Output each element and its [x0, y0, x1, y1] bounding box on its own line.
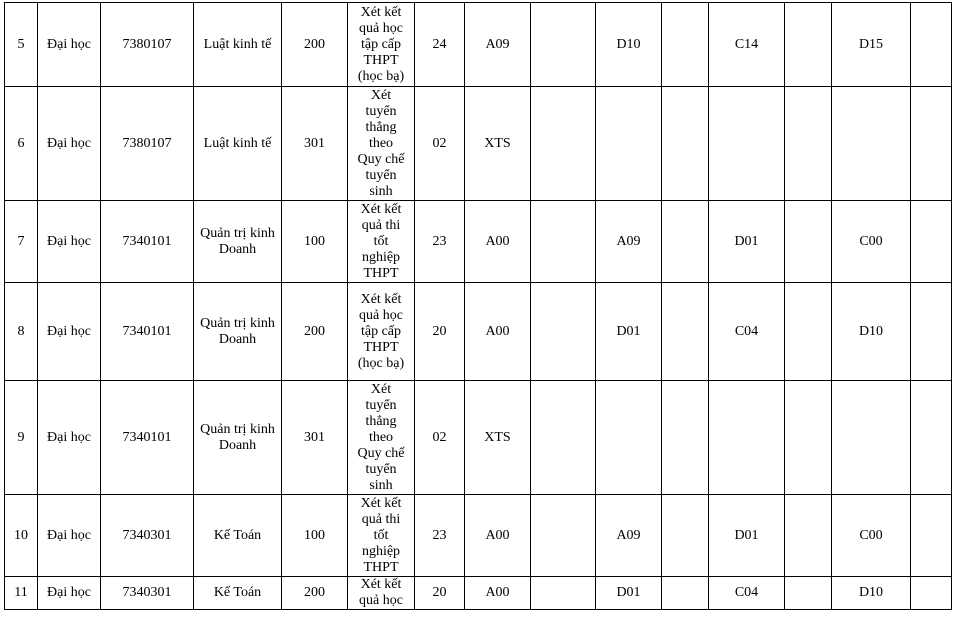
table-row: [5, 3, 952, 87]
subject-combination-3: D01: [709, 201, 785, 283]
subject-combination-4: C00: [832, 495, 911, 577]
admission-method-line: Quy chế: [357, 445, 405, 461]
training-level: Đại học: [38, 3, 101, 87]
subject-combination-2: [596, 381, 662, 495]
admission-method-line: Quy chế: [357, 151, 405, 167]
admission-method-line: theo: [368, 429, 394, 445]
subject-combination-1: XTS: [465, 87, 531, 201]
training-level: Đại học: [38, 283, 101, 381]
training-level: Đại học: [38, 87, 101, 201]
admission-method-line: thẳng: [365, 119, 397, 135]
major-name: Quản trị kinh Doanh: [194, 283, 282, 381]
spacer-cell: [531, 87, 596, 201]
subject-combination-3: [709, 381, 785, 495]
admission-method-line: sinh: [369, 183, 393, 199]
admission-method-code: 100: [282, 201, 348, 283]
admission-method-line: tuyển: [365, 461, 397, 477]
row-number: 5: [5, 3, 38, 87]
subject-combination-4: D10: [832, 283, 911, 381]
subject-combination-2: [596, 87, 662, 201]
subject-combination-3: C14: [709, 3, 785, 87]
admission-method-line: theo: [368, 135, 394, 151]
spacer-cell: [662, 495, 709, 577]
admission-method-line: Xét kết: [360, 4, 402, 20]
spacer-cell: [785, 577, 832, 610]
row-number: 11: [5, 577, 38, 610]
training-level: Đại học: [38, 201, 101, 283]
table-row: [5, 577, 952, 610]
spacer-cell: [531, 201, 596, 283]
subject-combination-4: D15: [832, 3, 911, 87]
spacer-cell: [785, 381, 832, 495]
spacer-cell: [662, 283, 709, 381]
admission-method-line: tuyển: [365, 167, 397, 183]
admission-method-line: Xét kết: [360, 291, 402, 307]
subject-combination-3: D01: [709, 495, 785, 577]
subject-combination-1: XTS: [465, 381, 531, 495]
admission-method-line: quả học: [359, 307, 403, 323]
subject-combination-4: [832, 381, 911, 495]
admission-method-line: THPT: [363, 265, 399, 281]
major-code: 7380107: [101, 3, 194, 87]
admission-method-code: 100: [282, 495, 348, 577]
quota: 24: [415, 3, 465, 87]
admission-method-line: Xét: [370, 87, 392, 103]
table-row: [5, 495, 952, 577]
major-name: Kế Toán: [194, 495, 282, 577]
admission-method-line: (học bạ): [357, 68, 405, 84]
admission-method-line: Xét kết: [360, 577, 402, 592]
admission-method-line: (học bạ): [357, 355, 405, 371]
admission-method-code: 200: [282, 283, 348, 381]
subject-combination-2: A09: [596, 201, 662, 283]
subject-combination-1: A00: [465, 577, 531, 610]
subject-combination-4: [832, 87, 911, 201]
row-number: 7: [5, 201, 38, 283]
major-code: 7340101: [101, 283, 194, 381]
spacer-cell: [531, 381, 596, 495]
admission-method-name: [348, 3, 415, 87]
subject-combination-4: D10: [832, 577, 911, 610]
subject-combination-2: D01: [596, 283, 662, 381]
spacer-cell: [662, 3, 709, 87]
spacer-cell: [785, 283, 832, 381]
training-level: Đại học: [38, 495, 101, 577]
quota: 20: [415, 283, 465, 381]
subject-combination-4: C00: [832, 201, 911, 283]
subject-combination-1: A09: [465, 3, 531, 87]
major-name: Quản trị kinh Doanh: [194, 381, 282, 495]
admission-method-line: nghiệp: [361, 543, 401, 559]
admission-method-line: Xét: [370, 381, 392, 397]
spacer-cell: [911, 3, 952, 87]
admission-method-name: [348, 381, 415, 495]
spacer-cell: [662, 87, 709, 201]
spacer-cell: [662, 201, 709, 283]
admission-method-line: tuyển: [365, 103, 397, 119]
admission-method-line: THPT: [363, 559, 399, 575]
row-number: 6: [5, 87, 38, 201]
spacer-cell: [531, 3, 596, 87]
admission-method-name: [348, 283, 415, 381]
row-number: 9: [5, 381, 38, 495]
spacer-cell: [531, 577, 596, 610]
spacer-cell: [531, 495, 596, 577]
admission-method-code: 200: [282, 577, 348, 610]
spacer-cell: [662, 577, 709, 610]
quota: 02: [415, 381, 465, 495]
admission-method-line: tập cấp: [360, 323, 402, 339]
admission-method-line: Xét kết: [360, 201, 402, 217]
spacer-cell: [911, 201, 952, 283]
admission-method-line: quả học: [359, 593, 403, 608]
quota: 23: [415, 201, 465, 283]
admission-method-line: nghiệp: [361, 249, 401, 265]
major-code: 7340101: [101, 381, 194, 495]
row-number: 8: [5, 283, 38, 381]
subject-combination-1: A00: [465, 283, 531, 381]
spacer-cell: [785, 3, 832, 87]
subject-combination-3: C04: [709, 577, 785, 610]
spacer-cell: [662, 381, 709, 495]
admission-method-code: 301: [282, 87, 348, 201]
quota: 20: [415, 577, 465, 610]
admission-method-line: tốt: [373, 527, 389, 543]
admission-method-line: THPT: [363, 339, 399, 355]
spacer-cell: [785, 495, 832, 577]
table-row: [5, 201, 952, 283]
admission-method-line: quả thi: [361, 217, 401, 233]
subject-combination-3: C04: [709, 283, 785, 381]
quota: 02: [415, 87, 465, 201]
admission-method-code: 301: [282, 381, 348, 495]
admission-method-line: tuyển: [365, 397, 397, 413]
major-code: 7340101: [101, 201, 194, 283]
admission-method-line: sinh: [369, 477, 393, 493]
admission-method-code: 200: [282, 3, 348, 87]
table-body: [5, 3, 952, 610]
major-name: Kế Toán: [194, 577, 282, 610]
training-level: Đại học: [38, 381, 101, 495]
spacer-cell: [911, 283, 952, 381]
spacer-cell: [531, 283, 596, 381]
major-name: Luật kinh tế: [194, 87, 282, 201]
admission-method-name: [348, 87, 415, 201]
spacer-cell: [911, 577, 952, 610]
row-number: 10: [5, 495, 38, 577]
subject-combination-2: D01: [596, 577, 662, 610]
admission-method-name: [348, 495, 415, 577]
spacer-cell: [785, 201, 832, 283]
admission-method-line: quả thi: [361, 511, 401, 527]
admission-method-line: THPT: [363, 52, 399, 68]
spacer-cell: [785, 87, 832, 201]
admission-method-line: tập cấp: [360, 36, 402, 52]
major-code: 7380107: [101, 87, 194, 201]
table-row: [5, 381, 952, 495]
admission-method-name: [348, 201, 415, 283]
subject-combination-3: [709, 87, 785, 201]
table-row: [5, 87, 952, 201]
subject-combination-2: D10: [596, 3, 662, 87]
table-row: [5, 283, 952, 381]
admission-method-line: Xét kết: [360, 495, 402, 511]
spacer-cell: [911, 381, 952, 495]
subject-combination-1: A00: [465, 495, 531, 577]
admission-method-name: [348, 577, 415, 610]
major-name: Quản trị kinh Doanh: [194, 201, 282, 283]
major-code: 7340301: [101, 495, 194, 577]
quota: 23: [415, 495, 465, 577]
admission-method-line: quả học: [359, 20, 403, 36]
spacer-cell: [911, 495, 952, 577]
admissions-table: [4, 2, 952, 610]
subject-combination-2: A09: [596, 495, 662, 577]
admission-method-line: tốt: [373, 233, 389, 249]
major-code: 7340301: [101, 577, 194, 610]
training-level: Đại học: [38, 577, 101, 610]
spacer-cell: [911, 87, 952, 201]
admission-method-line: thẳng: [365, 413, 397, 429]
subject-combination-1: A00: [465, 201, 531, 283]
major-name: Luật kinh tế: [194, 3, 282, 87]
